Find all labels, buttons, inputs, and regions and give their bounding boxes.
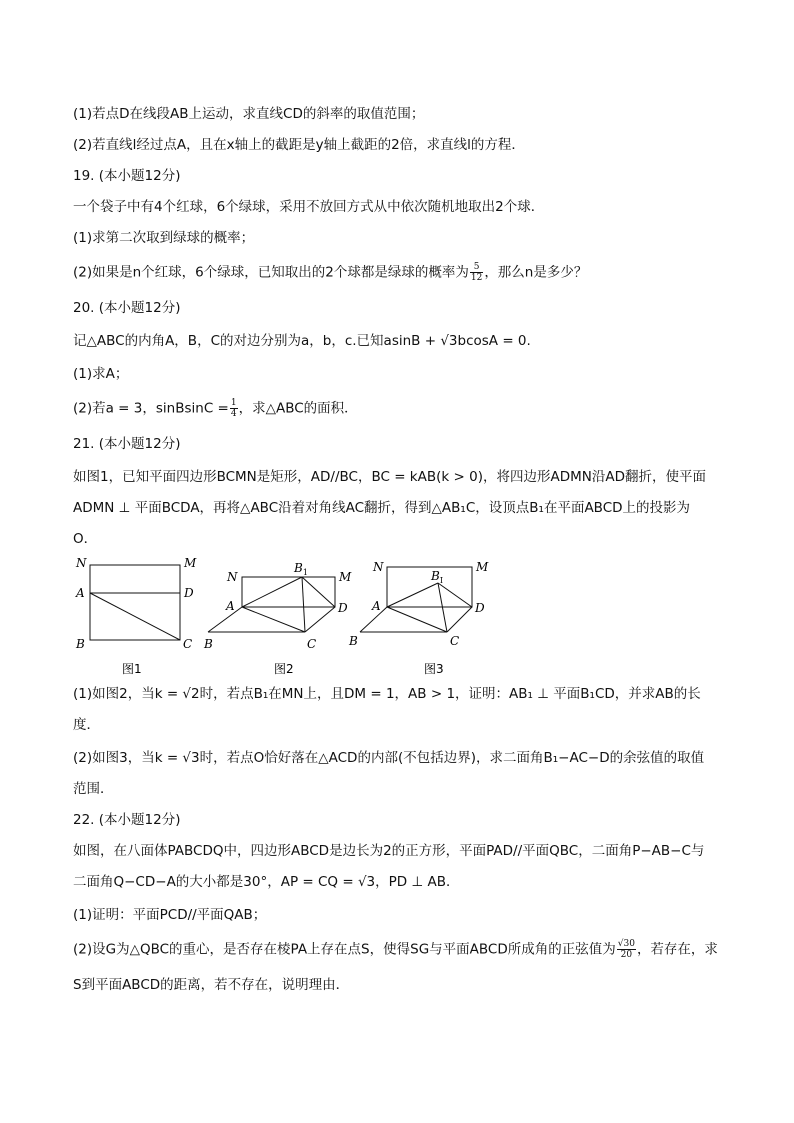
figure-3-ac (387, 607, 447, 632)
fig3-label-B1: $B_I$ (431, 569, 443, 585)
fig2-label-C: C (307, 637, 317, 651)
q21-header: 21. (本小题12分) (73, 436, 181, 452)
fig2-label-B1: $B_1$ (294, 561, 308, 577)
fig3-label-A: A (372, 599, 381, 613)
q21-stem-3: O． (73, 531, 98, 547)
figure-3-ab1 (387, 583, 438, 607)
fig1-label-A: A (76, 586, 85, 600)
q19-header: 19. (本小题12分) (73, 168, 181, 184)
fig1-label-M: M (184, 556, 197, 570)
q22-header: 22. (本小题12分) (73, 812, 181, 828)
q21-stem-2: ADMN ⊥ 平面BCDA，再将△ABC沿着对角线AC翻折，得到△AB₁C，设顶点B₁在平面ABCD上的投影为 (73, 500, 691, 516)
fig3-label-M: M (476, 560, 489, 574)
fig2-label-A: A (226, 599, 235, 613)
q19-part1: (1)求第二次取到绿球的概率； (73, 230, 255, 246)
q22-stem-1: 如图，在八面体PABCDQ中，四边形ABCD是边长为2的正方形，平面PAD//平面QBC，二面角P−AB−C与 (73, 843, 705, 859)
fig3-label-N: N (373, 560, 384, 574)
q20-part1: (1)求A； (73, 366, 129, 382)
fig1-caption: 图1 (122, 662, 142, 676)
q22-stem-2: 二面角Q−CD−A的大小都是30°，AP = CQ = √3，PD ⊥ AB． (73, 874, 460, 890)
q21-part1-b: 度． (73, 717, 100, 733)
fig1-label-D: D (184, 586, 194, 600)
figure-1-ac (90, 593, 180, 640)
q21-stem-1: 如图1，已知平面四边形BCMN是矩形，AD//BC，BC = kAB(k > 0)，将四边形ADMN沿AD翻折，使平面 (73, 469, 706, 485)
figure-3-cd (447, 607, 472, 632)
fig2-label-D: D (338, 601, 348, 615)
fig3-label-D: D (475, 601, 485, 615)
figure-2-ac (242, 607, 305, 632)
fig3-label-C: C (450, 634, 460, 648)
q22-part2-a: (2)设G为△QBC的重心，是否存在棱PA上存在点S，使得SG与平面ABCD所成角的正弦值为 $\frac{√30}{20}$ ，若存在，求 (73, 939, 718, 960)
fig2-label-N: N (227, 570, 238, 584)
fig1-label-N: N (76, 556, 87, 570)
fig2-label-M: M (339, 570, 352, 584)
fig3-label-B: B (349, 634, 358, 648)
figure-2-b1d (302, 577, 335, 607)
q20-stem: 记△ABC的内角A，B，C的对边分别为a，b，c.已知asinB + √3bcosA = 0. (73, 333, 531, 349)
fraction: $\frac{1}{4}$ (230, 398, 237, 419)
q21-part2-b: 范围． (73, 781, 114, 797)
q18-part1: (1)若点D在线段AB上运动，求直线CD的斜率的取值范围； (73, 106, 425, 122)
fig2-caption: 图2 (274, 662, 294, 676)
q21-part2-a: (2)如图3，当k = √3时，若点O恰好落在△ACD的内部(不包括边界)，求二面角B₁−AC−D的余弦值的取值 (73, 750, 705, 766)
figure-1-rect (90, 565, 180, 640)
q21-part1-a: (1)如图2，当k = √2时，若点B₁在MN上，且DM = 1，AB > 1，证明：AB₁ ⊥ 平面B₁CD，并求AB的长 (73, 686, 701, 702)
fig3-caption: 图3 (424, 662, 444, 676)
fraction: $\frac{5}{12}$ (470, 262, 483, 283)
figure-2-cd (305, 607, 335, 632)
fraction: $\frac{√30}{20}$ (617, 939, 635, 960)
fig2-label-B: B (204, 637, 213, 651)
figure-3-b1d (438, 583, 472, 607)
q19-part2: (2)如果是n个红球，6个绿球，已知取出的2个球都是绿球的概率为 $\frac{5}{12}$ ，那么n是多少？ (73, 262, 588, 283)
q22-part1: (1)证明：平面PCD//平面QAB； (73, 907, 267, 923)
figure-2-ab1 (242, 577, 302, 607)
q19-stem: 一个袋子中有4个红球，6个绿球，采用不放回方式从中依次随机地取出2个球． (73, 199, 545, 215)
fig1-label-C: C (183, 637, 193, 651)
q22-part2-c: S到平面ABCD的距离，若不存在，说明理由． (73, 977, 350, 993)
figure-2-b1c (302, 577, 305, 632)
geometry-figures (70, 555, 500, 680)
figure-2-rect (242, 577, 335, 607)
q20-part2: (2)若a = 3，sinBsinC = $\frac{1}{4}$ ，求△ABC的面积． (73, 398, 358, 419)
figure-1 (90, 565, 180, 640)
q18-part2: (2)若直线l经过点A，且在x轴上的截距是y轴上截距的2倍，求直线l的方程． (73, 137, 525, 153)
q20-header: 20. (本小题12分) (73, 300, 181, 316)
figure-2-ab (208, 607, 242, 632)
fig1-label-B: B (76, 637, 85, 651)
